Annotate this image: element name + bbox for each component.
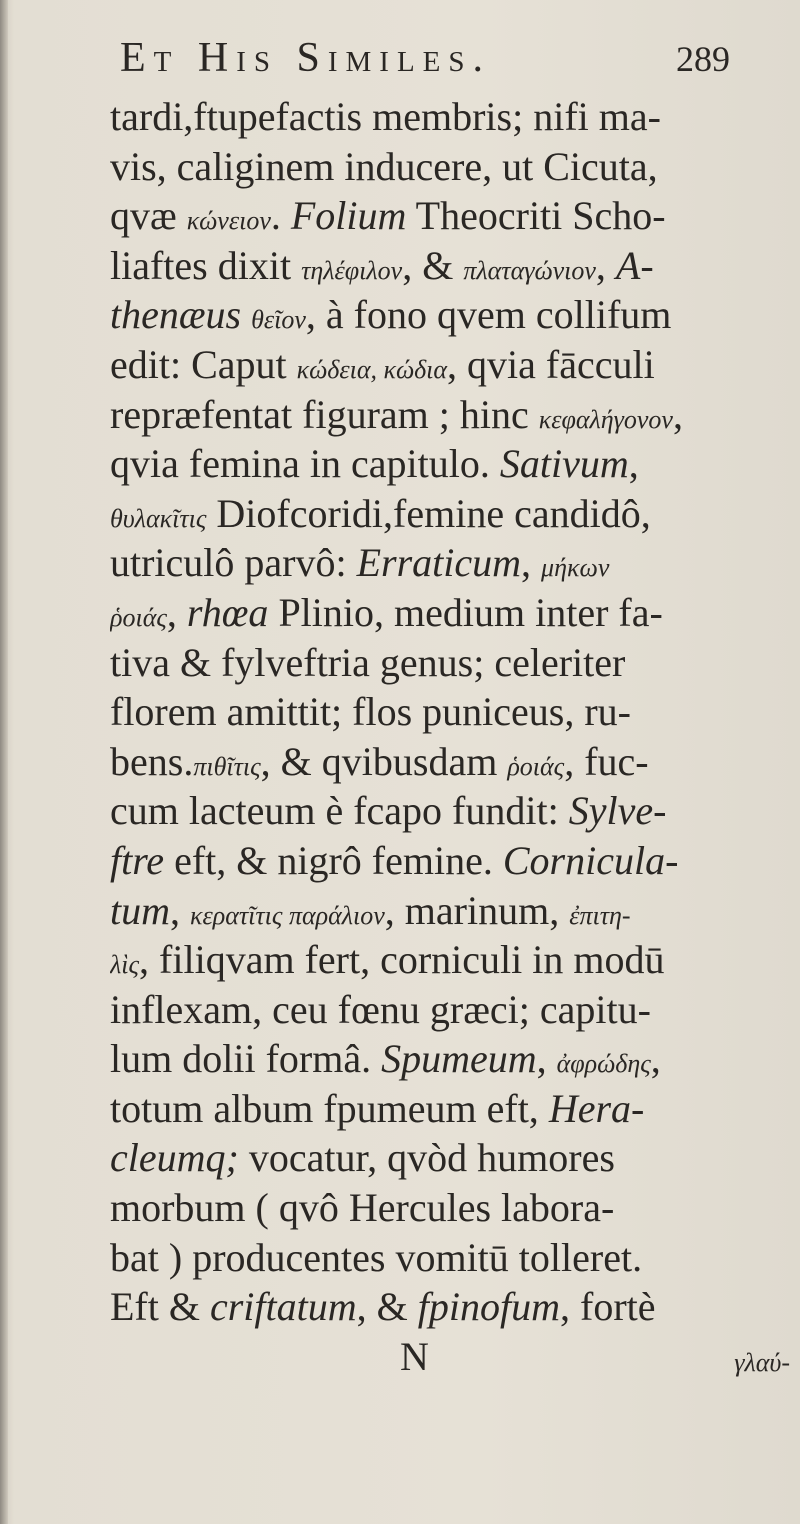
italic-term: Hera- — [548, 1085, 645, 1131]
italic-term: Cornicula- — [502, 837, 679, 883]
text-segment: qvia femina in capitulo. — [110, 441, 500, 487]
text-line — [110, 935, 790, 985]
text-segment: , — [166, 589, 187, 635]
text-segment: morbum ( qvô Hercules labora- — [110, 1185, 615, 1231]
text-line — [110, 439, 790, 489]
text-segment: , — [672, 391, 683, 437]
italic-term: Spumeum — [381, 1036, 537, 1082]
text-line — [110, 290, 790, 340]
text-line — [110, 588, 790, 638]
text-segment: totum album fpumeum eft, — [110, 1085, 549, 1131]
greek-term: πλαταγώνιον — [463, 255, 596, 285]
italic-term: Sylve- — [568, 788, 667, 834]
text-segment: edit: Caput — [110, 341, 297, 387]
italic-term: cleumq; — [110, 1135, 239, 1181]
greek-term: ῥοιάς — [507, 751, 565, 781]
page-header — [120, 34, 730, 94]
italic-term: fpinofum — [417, 1284, 561, 1330]
text-segment: , fortè — [560, 1284, 656, 1330]
signature-mark: N — [400, 1333, 429, 1379]
signature-line — [110, 1332, 790, 1382]
text-line — [110, 241, 790, 291]
text-line — [110, 886, 790, 936]
text-segment: Diofcoridi,femine candidô, — [206, 490, 651, 536]
text-line — [110, 92, 790, 142]
body-text — [110, 92, 790, 1381]
greek-term: λὶς — [110, 950, 140, 980]
text-segment: vis, caliginem inducere, ut Cicuta, — [110, 143, 658, 189]
text-segment: Theocriti Scho- — [406, 193, 666, 239]
text-line — [110, 340, 790, 390]
text-segment: utriculô parvô: — [110, 540, 357, 586]
italic-term: thenæus — [110, 292, 242, 338]
text-segment: repræfentat figuram ; hinc — [110, 391, 539, 437]
text-line — [110, 1034, 790, 1084]
text-line — [110, 1084, 790, 1134]
text-line — [110, 538, 790, 588]
text-segment: liaftes dixit — [110, 242, 302, 288]
text-line — [110, 638, 790, 688]
text-segment: , à fono qvem collifum — [305, 292, 672, 338]
text-segment: florem amittit; flos puniceus, ru- — [110, 689, 631, 735]
text-segment: lum dolii formâ. — [110, 1036, 382, 1082]
text-segment: , & qvibusdam — [260, 738, 508, 784]
text-segment: vocatur, qvòd humores — [238, 1135, 615, 1181]
text-line — [110, 786, 790, 836]
greek-term: πιθῖτις — [193, 751, 261, 781]
text-segment: , fuc- — [564, 738, 649, 784]
text-segment: . — [270, 193, 291, 239]
text-line — [110, 191, 790, 241]
text-segment: , — [521, 540, 542, 586]
italic-term: ftre — [110, 837, 165, 883]
italic-term: rhœa — [186, 589, 269, 635]
greek-term: μήκων — [541, 553, 610, 583]
page-number: 289 — [676, 39, 730, 79]
text-segment: , & — [402, 242, 464, 288]
text-segment: bat ) producentes vomitū tolleret. — [110, 1234, 643, 1280]
greek-term: θυλακῖτις — [110, 503, 207, 533]
text-segment: , — [536, 1036, 557, 1082]
italic-term: criftatum — [209, 1284, 357, 1330]
greek-term: ἀφρώδης — [556, 1049, 651, 1079]
text-line — [110, 737, 790, 787]
text-segment: tardi,ftupefactis membris; nifi ma- — [110, 94, 661, 139]
greek-term: κώνειον — [186, 206, 271, 236]
text-segment: , — [170, 887, 190, 933]
greek-term: κεφαλήγονον — [538, 404, 673, 434]
italic-term: tum — [110, 887, 170, 933]
text-segment: , qvia fācculi — [447, 341, 655, 387]
text-line — [110, 985, 790, 1035]
text-segment: , — [628, 441, 639, 487]
page-gutter-shadow — [0, 0, 8, 1524]
text-line — [110, 1133, 790, 1183]
text-line — [110, 489, 790, 539]
text-line — [110, 1183, 790, 1233]
text-segment: , — [595, 242, 616, 288]
text-segment: cum lacteum è fcapo fundit: — [110, 788, 569, 834]
text-segment: tiva & fylveftria genus; celeriter — [110, 639, 626, 685]
text-segment: , & — [356, 1284, 418, 1330]
greek-term: ἐπιτη- — [569, 900, 631, 930]
italic-term: Folium — [290, 193, 407, 239]
italic-term: A- — [615, 242, 654, 288]
text-segment: eft, & nigrô femine. — [164, 837, 503, 883]
italic-term: Erraticum — [356, 540, 522, 586]
text-segment: qvæ — [110, 193, 187, 239]
text-line — [110, 687, 790, 737]
greek-term: κερατῖτις παράλιον — [190, 900, 385, 930]
greek-term: τηλέφιλον — [301, 255, 403, 285]
text-segment: , filiqvam fert, corniculi in modū — [139, 937, 665, 983]
text-line — [110, 1233, 790, 1283]
text-line — [110, 390, 790, 440]
text-line — [110, 1282, 790, 1332]
running-head: Et His Similes. — [120, 35, 492, 81]
text-segment: Eft & — [110, 1284, 210, 1330]
greek-term: κώδεια, κώδια — [296, 354, 448, 384]
catchword: γλαύ- — [734, 1347, 790, 1377]
text-segment: , — [650, 1036, 661, 1082]
text-segment: Plinio, medium inter fa- — [268, 589, 663, 635]
greek-term: θεῖον — [251, 305, 306, 335]
text-segment — [241, 292, 251, 337]
text-segment: , marinum, — [384, 887, 570, 933]
text-segment: inflexam, ceu fœnu græci; capitu- — [110, 986, 651, 1032]
italic-term: Sativum — [499, 441, 629, 487]
greek-term: ῥοιάς — [110, 602, 167, 632]
text-line — [110, 836, 790, 886]
text-segment: bens. — [110, 738, 194, 784]
text-line — [110, 142, 790, 192]
